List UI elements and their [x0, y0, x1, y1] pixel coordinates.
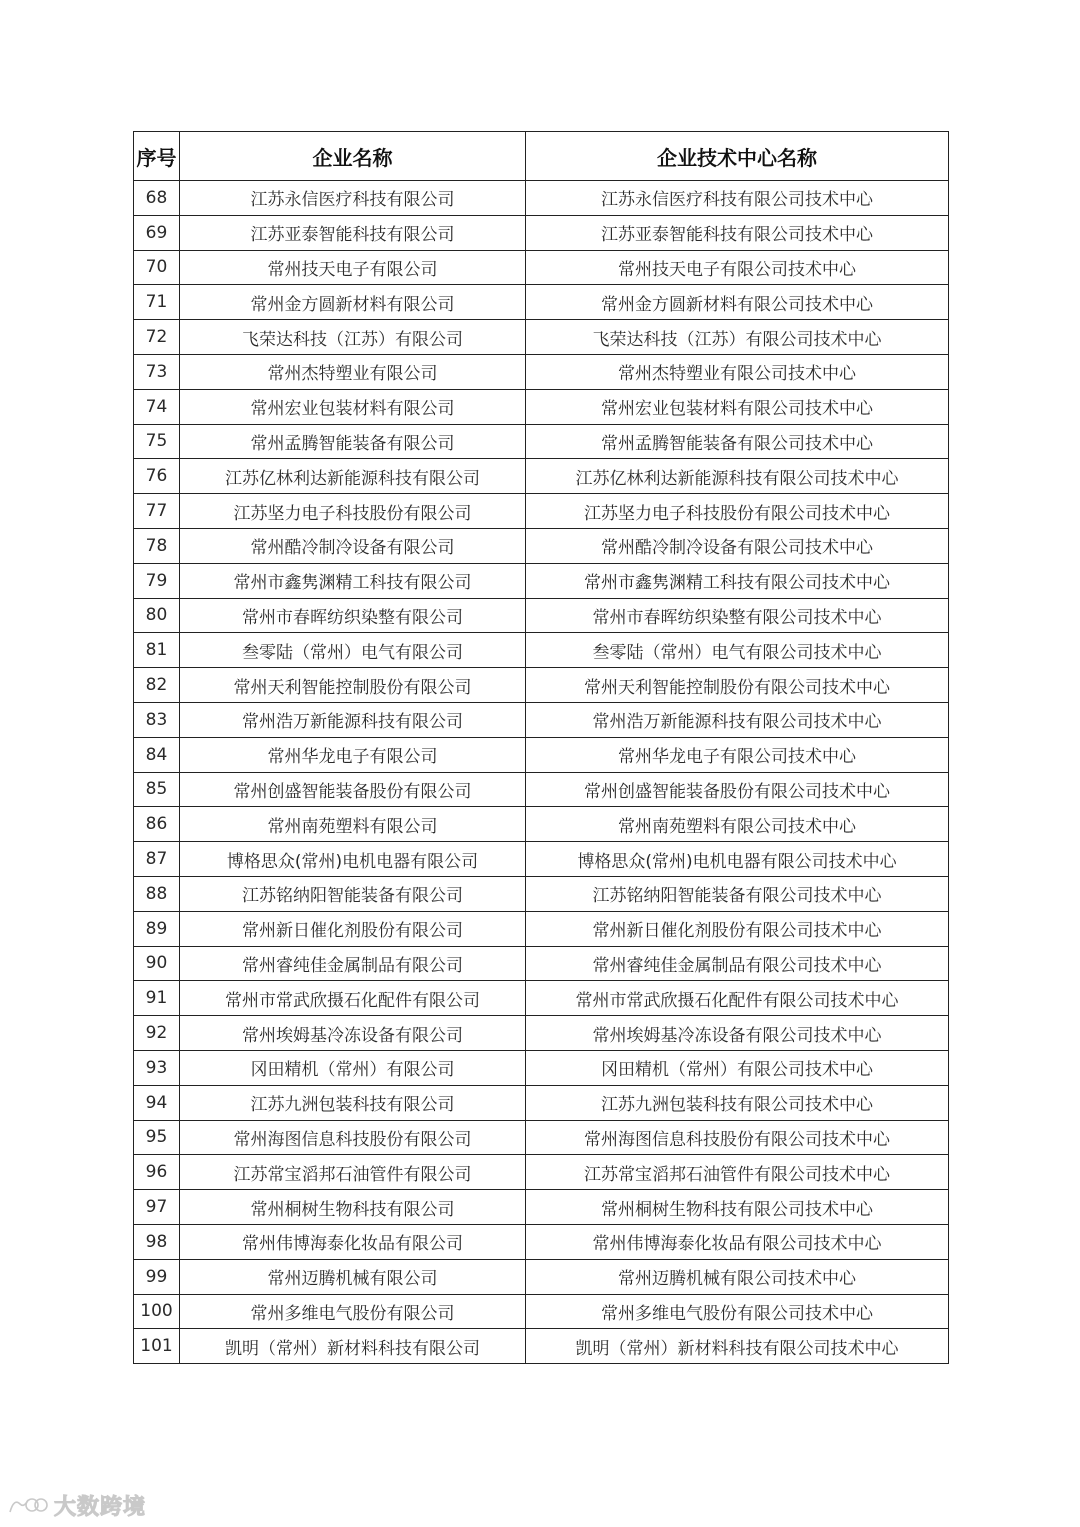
- company-name-cell: 冈田精机（常州）有限公司: [180, 1050, 526, 1085]
- tech-center-name-cell: 常州市常武欣摄石化配件有限公司技术中心: [526, 981, 949, 1016]
- table-row: [134, 807, 949, 842]
- tech-center-name-cell: 常州技天电子有限公司技术中心: [526, 250, 949, 285]
- brand-logo-icon: [8, 1494, 48, 1516]
- tech-center-name-cell: 常州杰特塑业有限公司技术中心: [526, 354, 949, 389]
- table-row: [134, 424, 949, 459]
- table-row: [134, 494, 949, 529]
- company-name-cell: 常州浩万新能源科技有限公司: [180, 702, 526, 737]
- tech-center-name-cell: 江苏亚泰智能科技有限公司技术中心: [526, 215, 949, 250]
- row-index-cell: 92: [134, 1016, 180, 1051]
- table-row: [134, 981, 949, 1016]
- row-index-cell: 68: [134, 181, 180, 216]
- table-row: [134, 181, 949, 216]
- tech-center-name-cell: 常州多维电气股份有限公司技术中心: [526, 1294, 949, 1329]
- enterprise-tech-center-table: [133, 131, 949, 1364]
- company-name-cell: 常州埃姆基冷冻设备有限公司: [180, 1016, 526, 1051]
- company-name-cell: 常州天利智能控制股份有限公司: [180, 668, 526, 703]
- table-row: [134, 911, 949, 946]
- company-name-cell: 江苏常宝滔邦石油管件有限公司: [180, 1155, 526, 1190]
- row-index-cell: 87: [134, 842, 180, 877]
- table-row: [134, 946, 949, 981]
- table-row: [134, 1259, 949, 1294]
- tech-center-name-cell: 常州迈腾机械有限公司技术中心: [526, 1259, 949, 1294]
- tech-center-name-cell: 常州金方圆新材料有限公司技术中心: [526, 285, 949, 320]
- row-index-cell: 94: [134, 1085, 180, 1120]
- company-name-cell: 江苏坚力电子科技股份有限公司: [180, 494, 526, 529]
- tech-center-name-cell: 常州创盛智能装备股份有限公司技术中心: [526, 772, 949, 807]
- row-index-cell: 76: [134, 459, 180, 494]
- company-name-cell: 飞荣达科技（江苏）有限公司: [180, 320, 526, 355]
- table-body: [134, 181, 949, 1364]
- row-index-cell: 95: [134, 1120, 180, 1155]
- company-name-cell: 常州市鑫隽渊精工科技有限公司: [180, 563, 526, 598]
- table-row: [134, 1016, 949, 1051]
- header-row: [134, 132, 949, 181]
- company-name-cell: 常州睿纯佳金属制品有限公司: [180, 946, 526, 981]
- tech-center-name-cell: 冈田精机（常州）有限公司技术中心: [526, 1050, 949, 1085]
- row-index-cell: 85: [134, 772, 180, 807]
- company-name-cell: 叁零陆（常州）电气有限公司: [180, 633, 526, 668]
- tech-center-name-cell: 常州酷冷制冷设备有限公司技术中心: [526, 528, 949, 563]
- company-name-cell: 常州迈腾机械有限公司: [180, 1259, 526, 1294]
- tech-center-name-cell: 常州海图信息科技股份有限公司技术中心: [526, 1120, 949, 1155]
- row-index-cell: 99: [134, 1259, 180, 1294]
- row-index-cell: 88: [134, 876, 180, 911]
- company-name-cell: 常州桐树生物科技有限公司: [180, 1190, 526, 1225]
- header-tech-center-name: 企业技术中心名称: [526, 132, 949, 181]
- row-index-cell: 84: [134, 737, 180, 772]
- tech-center-name-cell: 叁零陆（常州）电气有限公司技术中心: [526, 633, 949, 668]
- tech-center-name-cell: 江苏铭纳阳智能装备有限公司技术中心: [526, 876, 949, 911]
- company-name-cell: 常州市春晖纺织染整有限公司: [180, 598, 526, 633]
- company-name-cell: 江苏九洲包装科技有限公司: [180, 1085, 526, 1120]
- table-row: [134, 737, 949, 772]
- tech-center-name-cell: 常州宏业包装材料有限公司技术中心: [526, 389, 949, 424]
- row-index-cell: 90: [134, 946, 180, 981]
- tech-center-name-cell: 江苏永信医疗科技有限公司技术中心: [526, 181, 949, 216]
- table-row: [134, 702, 949, 737]
- table-row: [134, 772, 949, 807]
- table-row: [134, 876, 949, 911]
- row-index-cell: 81: [134, 633, 180, 668]
- row-index-cell: 101: [134, 1329, 180, 1364]
- table-row: [134, 668, 949, 703]
- company-name-cell: 常州金方圆新材料有限公司: [180, 285, 526, 320]
- row-index-cell: 72: [134, 320, 180, 355]
- row-index-cell: 74: [134, 389, 180, 424]
- table-row: [134, 1120, 949, 1155]
- company-name-cell: 常州多维电气股份有限公司: [180, 1294, 526, 1329]
- row-index-cell: 79: [134, 563, 180, 598]
- company-name-cell: 江苏铭纳阳智能装备有限公司: [180, 876, 526, 911]
- company-name-cell: 江苏亚泰智能科技有限公司: [180, 215, 526, 250]
- row-index-cell: 71: [134, 285, 180, 320]
- row-index-cell: 75: [134, 424, 180, 459]
- tech-center-name-cell: 常州新日催化剂股份有限公司技术中心: [526, 911, 949, 946]
- row-index-cell: 89: [134, 911, 180, 946]
- watermark: [8, 1490, 146, 1520]
- tech-center-name-cell: 常州伟博海泰化妆品有限公司技术中心: [526, 1224, 949, 1259]
- row-index-cell: 73: [134, 354, 180, 389]
- table-row: [134, 250, 949, 285]
- table-row: [134, 598, 949, 633]
- table-row: [134, 1294, 949, 1329]
- row-index-cell: 93: [134, 1050, 180, 1085]
- row-index-cell: 96: [134, 1155, 180, 1190]
- row-index-cell: 77: [134, 494, 180, 529]
- tech-center-name-cell: 常州浩万新能源科技有限公司技术中心: [526, 702, 949, 737]
- row-index-cell: 91: [134, 981, 180, 1016]
- table-row: [134, 1155, 949, 1190]
- row-index-cell: 78: [134, 528, 180, 563]
- header-index: 序号: [134, 132, 180, 181]
- company-name-cell: 常州创盛智能装备股份有限公司: [180, 772, 526, 807]
- tech-center-name-cell: 常州睿纯佳金属制品有限公司技术中心: [526, 946, 949, 981]
- company-name-cell: 常州南苑塑料有限公司: [180, 807, 526, 842]
- company-name-cell: 常州华龙电子有限公司: [180, 737, 526, 772]
- tech-center-name-cell: 常州华龙电子有限公司技术中心: [526, 737, 949, 772]
- tech-center-name-cell: 江苏坚力电子科技股份有限公司技术中心: [526, 494, 949, 529]
- tech-center-name-cell: 常州南苑塑料有限公司技术中心: [526, 807, 949, 842]
- table-row: [134, 285, 949, 320]
- table-row: [134, 320, 949, 355]
- tech-center-name-cell: 常州桐树生物科技有限公司技术中心: [526, 1190, 949, 1225]
- header-company-name: 企业名称: [180, 132, 526, 181]
- table-row: [134, 842, 949, 877]
- tech-center-name-cell: 常州孟腾智能装备有限公司技术中心: [526, 424, 949, 459]
- table-row: [134, 389, 949, 424]
- company-name-cell: 常州伟博海泰化妆品有限公司: [180, 1224, 526, 1259]
- row-index-cell: 86: [134, 807, 180, 842]
- row-index-cell: 97: [134, 1190, 180, 1225]
- table-row: [134, 1224, 949, 1259]
- company-name-cell: 常州新日催化剂股份有限公司: [180, 911, 526, 946]
- company-name-cell: 博格思众(常州)电机电器有限公司: [180, 842, 526, 877]
- table-row: [134, 633, 949, 668]
- tech-center-name-cell: 江苏九洲包装科技有限公司技术中心: [526, 1085, 949, 1120]
- tech-center-name-cell: 飞荣达科技（江苏）有限公司技术中心: [526, 320, 949, 355]
- watermark-text: 大数跨境: [54, 1494, 147, 1520]
- row-index-cell: 69: [134, 215, 180, 250]
- table-row: [134, 1050, 949, 1085]
- table-row: [134, 215, 949, 250]
- table-row: [134, 528, 949, 563]
- tech-center-name-cell: 常州市鑫隽渊精工科技有限公司技术中心: [526, 563, 949, 598]
- row-index-cell: 80: [134, 598, 180, 633]
- company-name-cell: 常州酷冷制冷设备有限公司: [180, 528, 526, 563]
- company-name-cell: 常州杰特塑业有限公司: [180, 354, 526, 389]
- tech-center-name-cell: 凯明（常州）新材料科技有限公司技术中心: [526, 1329, 949, 1364]
- company-name-cell: 江苏亿林利达新能源科技有限公司: [180, 459, 526, 494]
- company-name-cell: 凯明（常州）新材料科技有限公司: [180, 1329, 526, 1364]
- tech-center-name-cell: 江苏亿林利达新能源科技有限公司技术中心: [526, 459, 949, 494]
- tech-center-name-cell: 常州天利智能控制股份有限公司技术中心: [526, 668, 949, 703]
- company-name-cell: 常州市常武欣摄石化配件有限公司: [180, 981, 526, 1016]
- tech-center-name-cell: 博格思众(常州)电机电器有限公司技术中心: [526, 842, 949, 877]
- table-header: [134, 132, 949, 181]
- table-row: [134, 563, 949, 598]
- tech-center-name-cell: 常州埃姆基冷冻设备有限公司技术中心: [526, 1016, 949, 1051]
- company-name-cell: 常州技天电子有限公司: [180, 250, 526, 285]
- company-name-cell: 常州海图信息科技股份有限公司: [180, 1120, 526, 1155]
- tech-center-name-cell: 江苏常宝滔邦石油管件有限公司技术中心: [526, 1155, 949, 1190]
- row-index-cell: 83: [134, 702, 180, 737]
- table-row: [134, 354, 949, 389]
- row-index-cell: 100: [134, 1294, 180, 1329]
- row-index-cell: 98: [134, 1224, 180, 1259]
- table-row: [134, 1085, 949, 1120]
- table-row: [134, 1329, 949, 1364]
- row-index-cell: 82: [134, 668, 180, 703]
- row-index-cell: 70: [134, 250, 180, 285]
- table-row: [134, 1190, 949, 1225]
- company-name-cell: 常州宏业包装材料有限公司: [180, 389, 526, 424]
- table-row: [134, 459, 949, 494]
- company-name-cell: 常州孟腾智能装备有限公司: [180, 424, 526, 459]
- company-name-cell: 江苏永信医疗科技有限公司: [180, 181, 526, 216]
- tech-center-name-cell: 常州市春晖纺织染整有限公司技术中心: [526, 598, 949, 633]
